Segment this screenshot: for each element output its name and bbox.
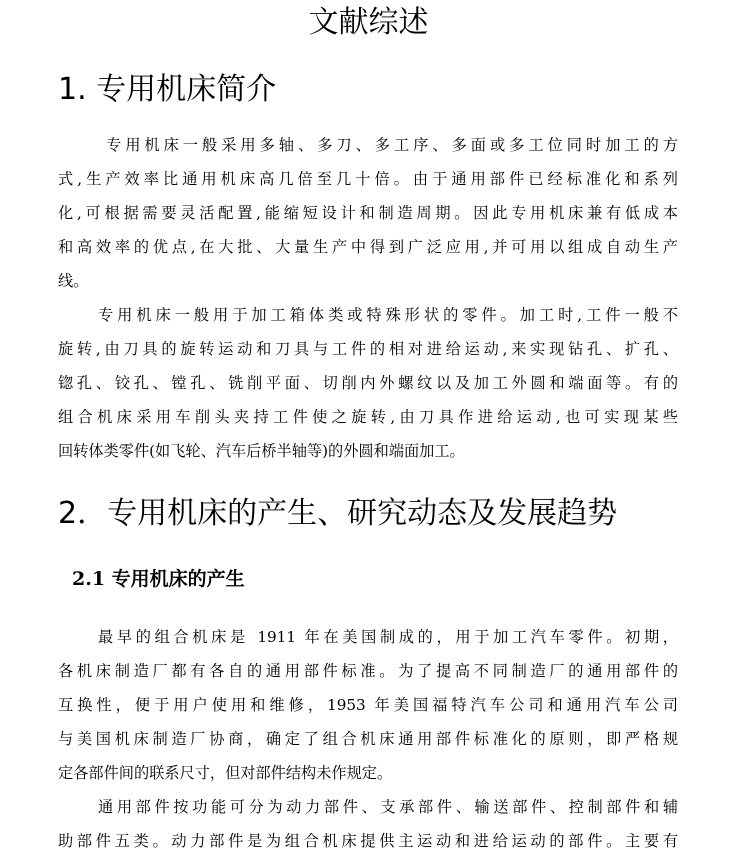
paragraph-line: 助部件五类。动力部件是为组合机床提供主运动和进给运动的部件。主要有 [58,832,678,850]
paragraph-line: 专用机床一般采用多轴、多刀、多工序、多面或多工位同时加工的方 [106,136,678,154]
paragraph-line: 线。 [58,272,89,290]
subsection-2-1-paragraph-2 [58,790,678,858]
paragraph-line: 回转体类零件(如飞轮、汽车后桥半轴等)的外圆和端面加工。 [58,442,465,460]
subsection-2-1-heading: 2.1 专用机床的产生 [72,568,245,590]
document-title: 文献综述 [308,5,429,40]
paragraph-line: 式,生产效率比通用机床高几倍至几十倍。由于通用部件已经标准化和系列 [58,170,678,188]
section-1-heading: 1. 专用机床简介 [58,72,277,107]
subsection-2-1-paragraph-1 [58,620,678,790]
paragraph-line: 化,可根据需要灵活配置,能缩短设计和制造周期。因此专用机床兼有低成本 [58,204,678,222]
section-1-paragraph-2 [58,298,678,468]
paragraph-line: 和高效率的优点,在大批、大量生产中得到广泛应用,并可用以组成自动生产 [58,238,678,256]
paragraph-line: 组合机床采用车削头夹持工件使之旋转,由刀具作进给运动,也可实现某些 [58,408,678,426]
paragraph-line: 互换性，便于用户使用和维修，1953 年美国福特汽车公司和通用汽车公司 [58,696,678,714]
paragraph-line: 与美国机床制造厂协商，确定了组合机床通用部件标准化的原则，即严格规 [58,730,678,748]
paragraph-line: 各机床制造厂都有各自的通用部件标准。为了提高不同制造厂的通用部件的 [58,662,678,680]
paragraph-line: 旋转,由刀具的旋转运动和刀具与工件的相对进给运动,来实现钻孔、扩孔、 [58,340,678,358]
paragraph-line: 通用部件按功能可分为动力部件、支承部件、输送部件、控制部件和辅 [98,798,678,816]
section-1-paragraph-1 [58,128,678,298]
paragraph-line: 最早的组合机床是 1911 年在美国制成的，用于加工汽车零件。初期， [98,628,678,646]
paragraph-line: 定各部件间的联系尺寸，但对部件结构未作规定。 [58,764,393,782]
paragraph-line: 专用机床一般用于加工箱体类或特殊形状的零件。加工时,工件一般不 [98,306,678,324]
paragraph-line: 锪孔、铰孔、镗孔、铣削平面、切削内外螺纹以及加工外圆和端面等。有的 [58,374,678,392]
section-2-heading: 2．专用机床的产生、研究动态及发展趋势 [58,496,618,531]
